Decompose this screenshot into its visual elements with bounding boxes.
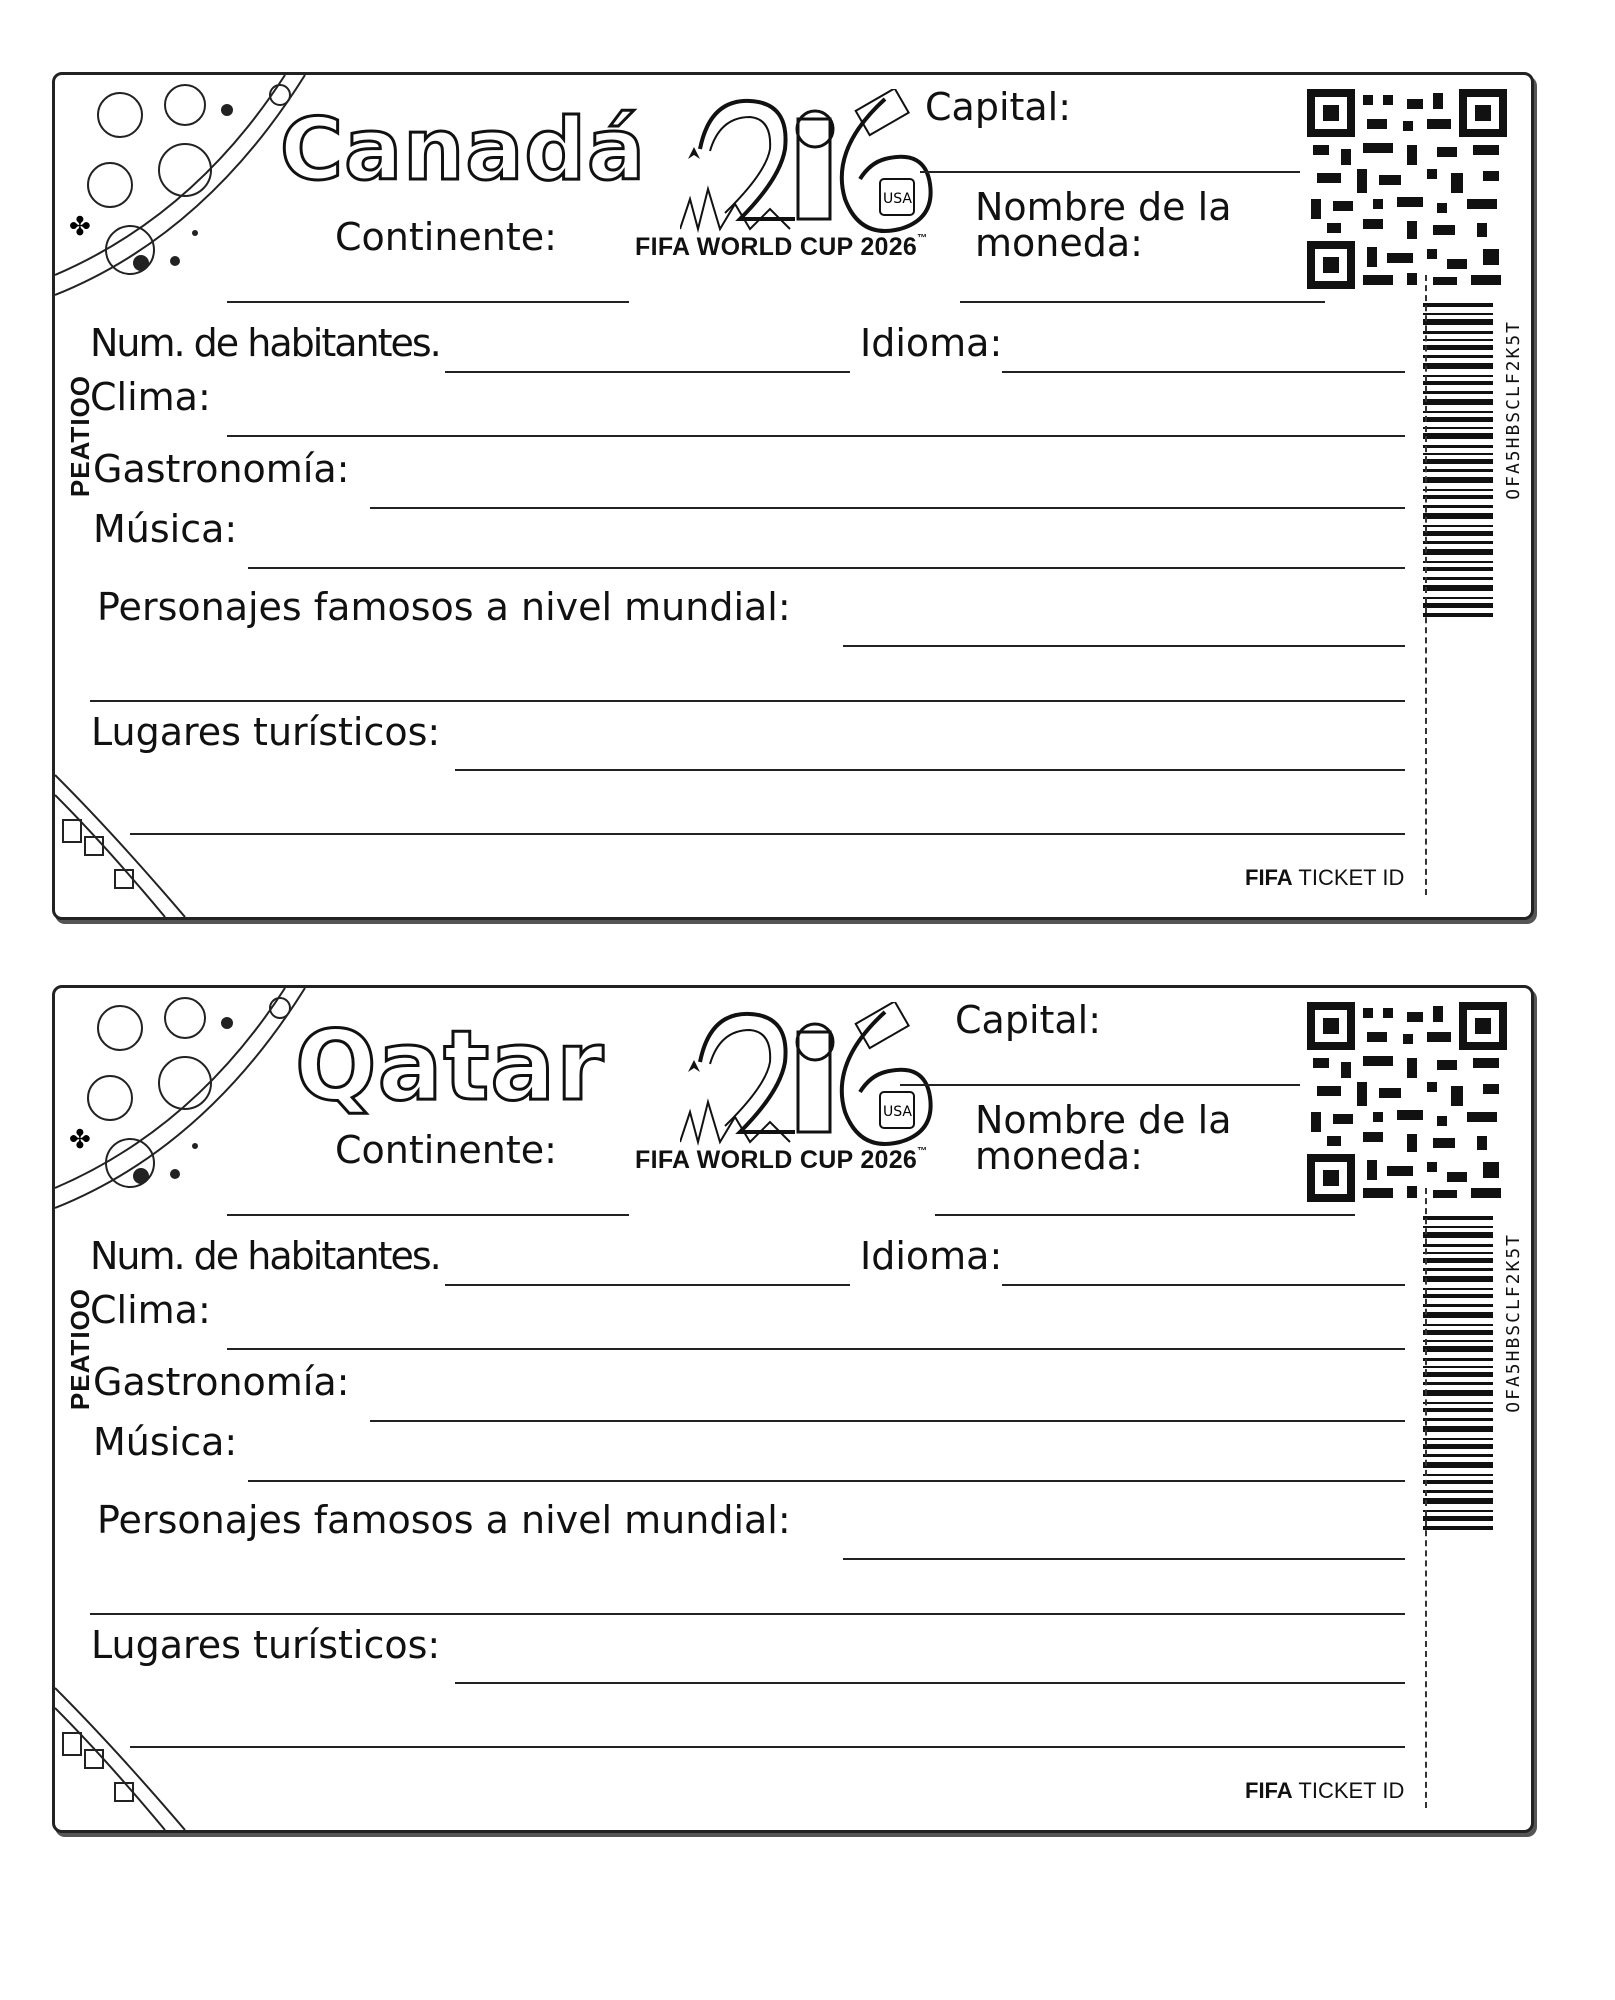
- language-line: [1002, 1284, 1405, 1286]
- qr-code: [1307, 89, 1507, 289]
- tourist-line-2: [130, 833, 1405, 835]
- gastronomy-line: [370, 1420, 1405, 1422]
- country-name: Canadá: [280, 100, 646, 200]
- famous-line: [843, 645, 1405, 647]
- fifa-ticket-id: FIFA TICKET ID: [1245, 1778, 1405, 1803]
- capital-line: [920, 171, 1300, 173]
- capital-line: [900, 1084, 1300, 1086]
- world-cup-title: FIFA WORLD CUP 2026™: [635, 233, 928, 261]
- famous-line-2: [90, 700, 1405, 702]
- barcode-code: OFA5HBSCLF2K5T: [1503, 1233, 1524, 1413]
- music-line: [248, 1480, 1405, 1482]
- currency-label-line2: moneda:: [975, 1134, 1143, 1178]
- brand-peatioo: PEATIOO: [65, 375, 95, 498]
- barcode-code: OFA5HBSCLF2K5T: [1503, 320, 1524, 500]
- gastronomy-label: Gastronomía:: [93, 1360, 350, 1404]
- ticket-canada: [52, 72, 1534, 920]
- climate-line: [227, 435, 1405, 437]
- world-cup-2026-logo: [680, 89, 950, 249]
- currency-label-line1: Nombre de la: [975, 1098, 1232, 1142]
- population-line: [445, 371, 850, 373]
- climate-label: Clima:: [90, 1288, 211, 1332]
- tourist-line: [455, 1682, 1405, 1684]
- football-decoration: [55, 75, 385, 917]
- climate-line: [227, 1348, 1405, 1350]
- qr-code: [1307, 1002, 1507, 1202]
- climate-label: Clima:: [90, 375, 211, 419]
- world-cup-2026-logo: [680, 1002, 950, 1162]
- famous-label: Personajes famosos a nivel mundial:: [97, 585, 791, 629]
- continent-label: Continente:: [335, 215, 557, 259]
- usa-text: USA: [883, 1104, 912, 1120]
- barcode: [1423, 1216, 1493, 1536]
- brand-peatioo: PEATIOO: [65, 1288, 95, 1411]
- population-line: [445, 1284, 850, 1286]
- tourist-label: Lugares turísticos:: [91, 1623, 441, 1667]
- music-label: Música:: [93, 507, 238, 551]
- famous-label: Personajes famosos a nivel mundial:: [97, 1498, 791, 1542]
- perforation-line: [1425, 1188, 1427, 1808]
- world-cup-title: FIFA WORLD CUP 2026™: [635, 1146, 928, 1174]
- continent-line: [227, 1214, 629, 1216]
- capital-label: Capital:: [925, 85, 1072, 129]
- famous-line: [843, 1558, 1405, 1560]
- fifa-ticket-id: FIFA TICKET ID: [1245, 865, 1405, 890]
- usa-text: USA: [883, 191, 912, 207]
- tourist-label: Lugares turísticos:: [91, 710, 441, 754]
- population-label: Num. de habitantes.: [90, 1234, 440, 1278]
- svg-text:✤: ✤: [69, 1125, 91, 1155]
- music-line: [248, 567, 1405, 569]
- currency-line: [960, 301, 1325, 303]
- tourist-line: [455, 769, 1405, 771]
- currency-label-line2: moneda:: [975, 221, 1143, 265]
- music-label: Música:: [93, 1420, 238, 1464]
- ticket-qatar: [52, 985, 1534, 1833]
- gastronomy-label: Gastronomía:: [93, 447, 350, 491]
- perforation-line: [1425, 275, 1427, 895]
- country-name: Qatar: [295, 1010, 605, 1122]
- language-line: [1002, 371, 1405, 373]
- continent-label: Continente:: [335, 1128, 557, 1172]
- currency-line: [935, 1214, 1355, 1216]
- population-label: Num. de habitantes.: [90, 321, 440, 365]
- gastronomy-line: [370, 507, 1405, 509]
- barcode: [1423, 303, 1493, 623]
- language-label: Idioma:: [860, 1234, 1003, 1278]
- currency-label-line1: Nombre de la: [975, 185, 1232, 229]
- tourist-line-2: [130, 1746, 1405, 1748]
- famous-line-2: [90, 1613, 1405, 1615]
- capital-label: Capital:: [955, 998, 1102, 1042]
- continent-line: [227, 301, 629, 303]
- language-label: Idioma:: [860, 321, 1003, 365]
- svg-text:✤: ✤: [69, 212, 91, 242]
